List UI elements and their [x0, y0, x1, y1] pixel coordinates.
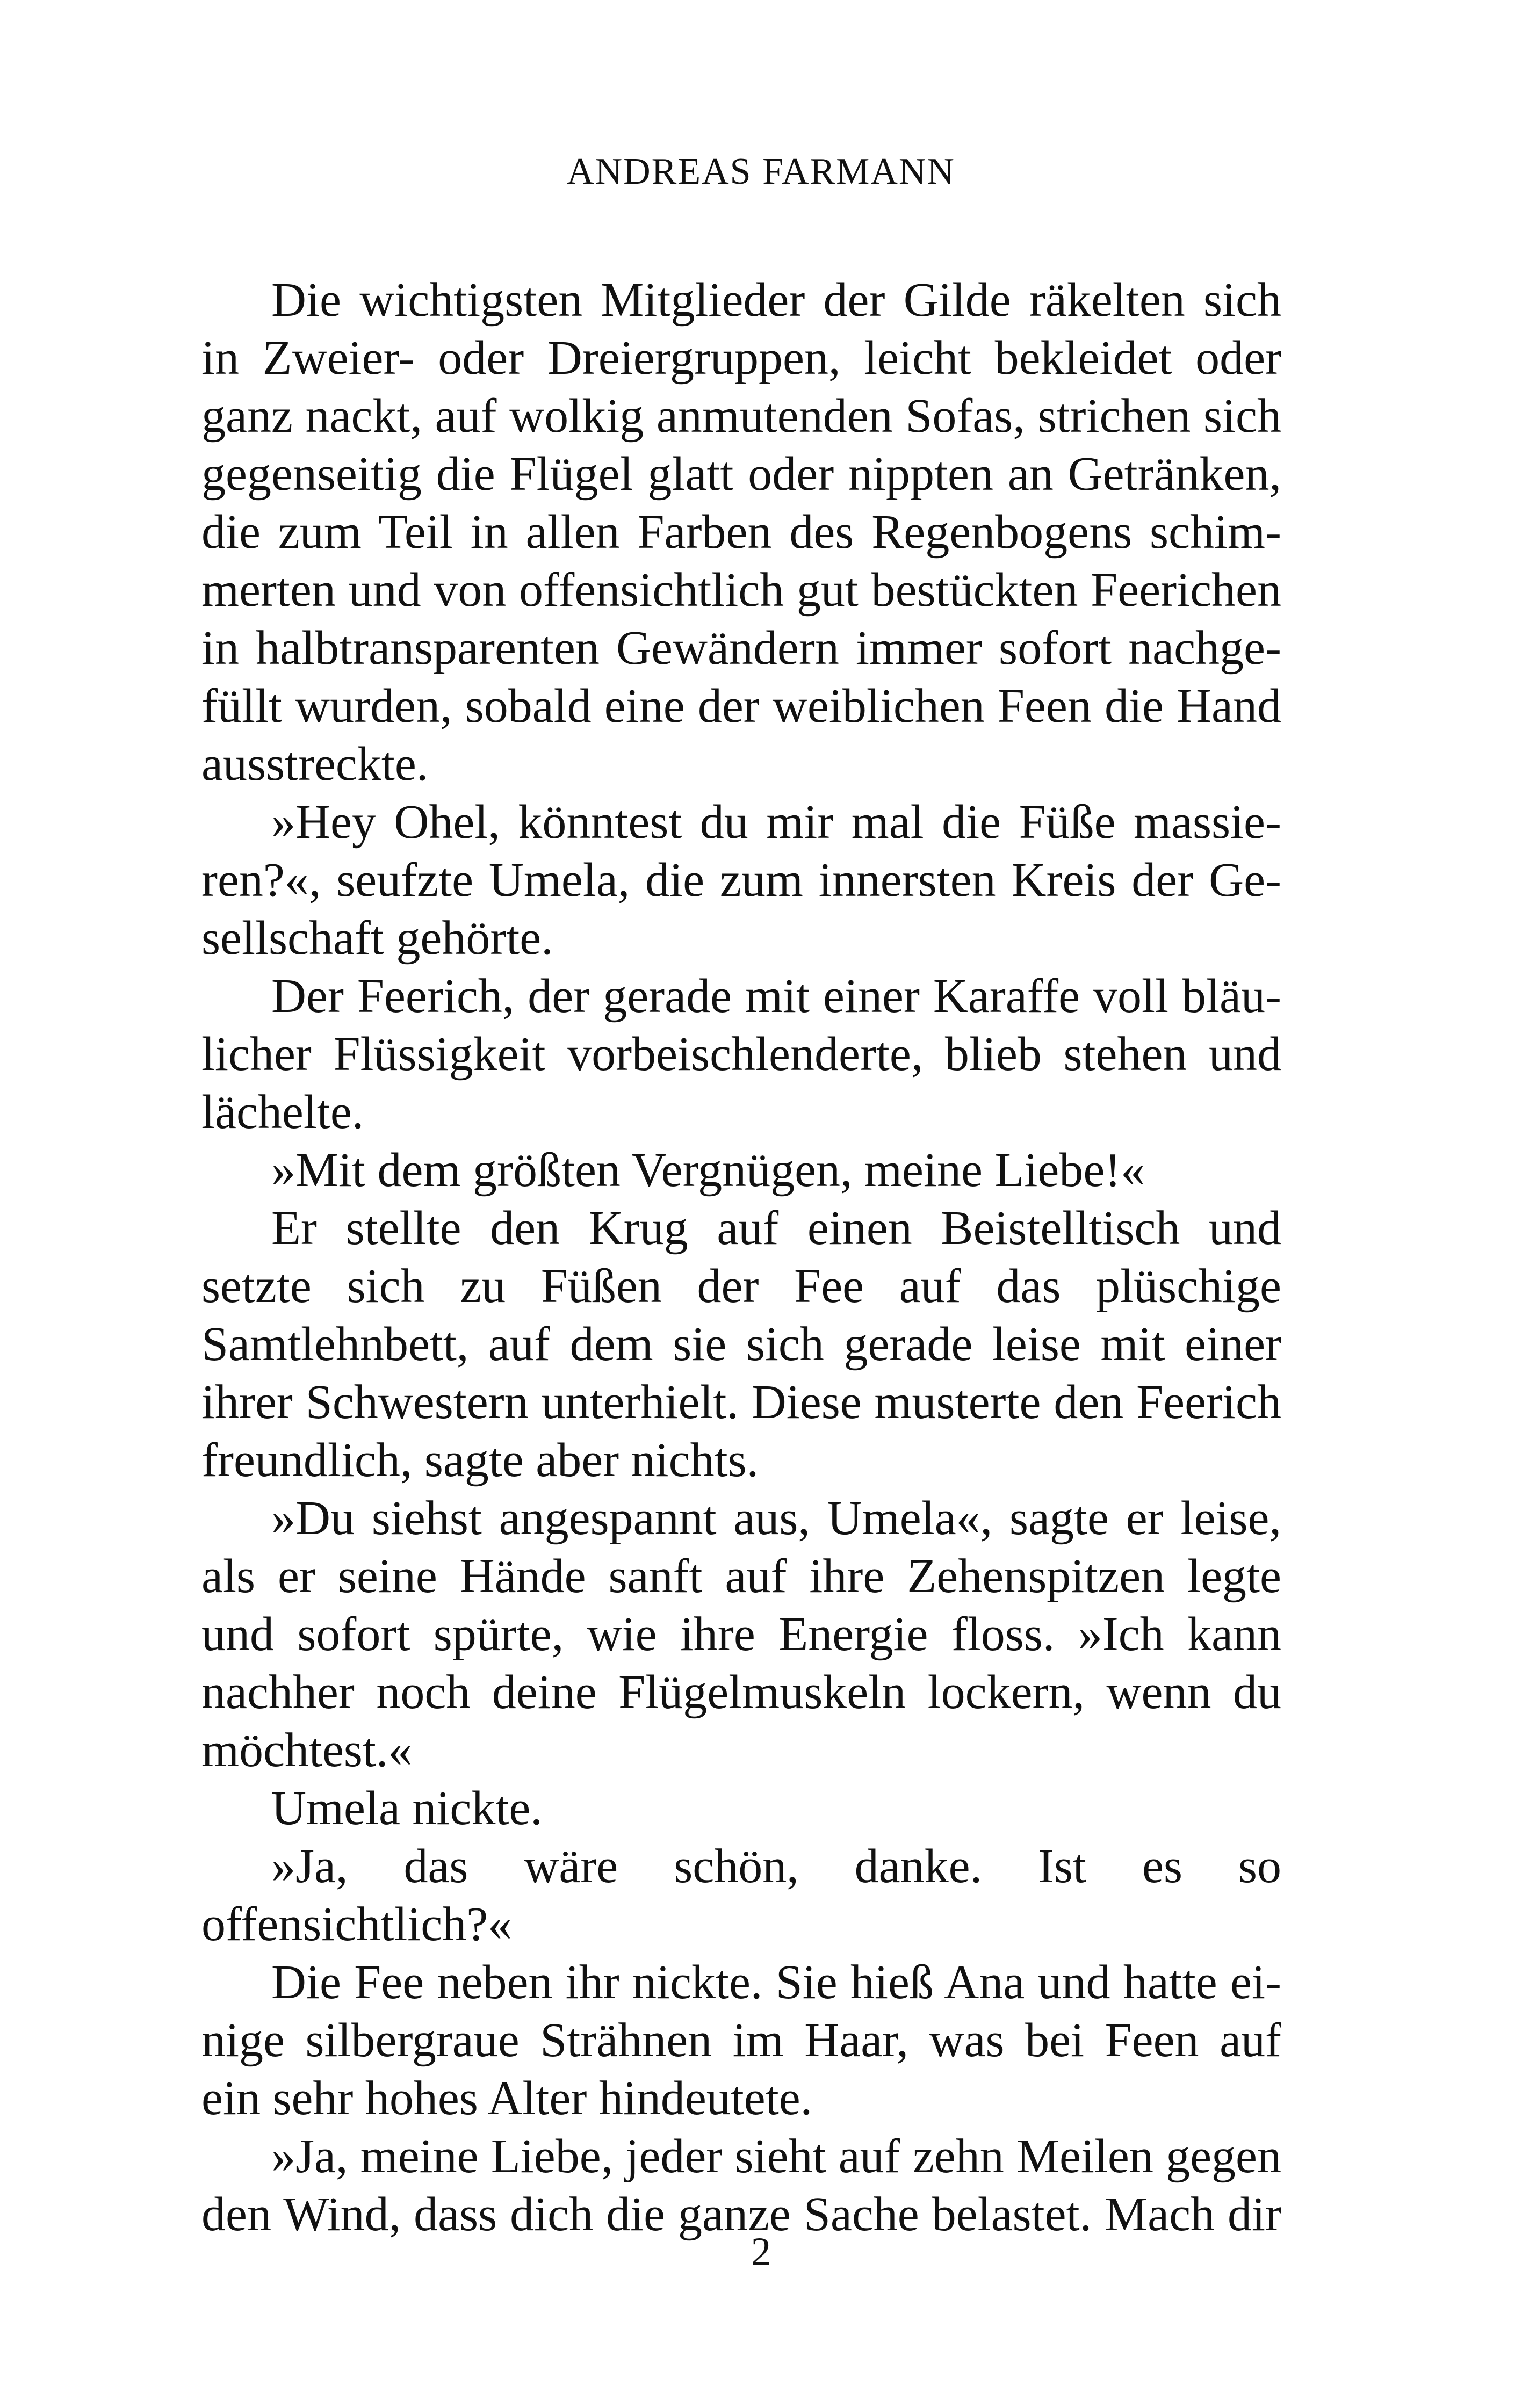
paragraph: »Ja, das wäre schön, danke. Ist es so offensichtlich?« [201, 1840, 1281, 1951]
paragraph: Die wichtigsten Mitglieder der Gilde räkelten sich in Zweier- oder Dreiergruppen, leicht bekleidet oder ganz nackt, auf wolkig anmutenden Sofas, strichen sich gegenseitig die Flügel glatt oder nippten an Getränken, die zum Teil in allen Farben des Regenbogens schimmerten und von offensichtlich gut bestückten Feerichen in halbtransparenten Gewändern immer sofort nachgefüllt wurden, sobald eine der weiblichen Feen die Hand ausstreckte. [201, 273, 1281, 791]
paragraph: Die Fee neben ihr nickte. Sie hieß Ana und hatte einige silbergraue Strähnen im Haar, was bei Feen auf ein sehr hohes Alter hindeutete. [201, 1956, 1281, 2125]
paragraph: »Mit dem größten Vergnügen, meine Liebe!« [271, 1144, 1145, 1197]
body-text [201, 271, 1281, 2244]
running-header: ANDREAS FARMANN [567, 151, 955, 192]
paragraph: Umela nickte. [271, 1782, 543, 1835]
paragraph: »Du siehst angespannt aus, Umela«, sagte er leise, als er seine Hände sanft auf ihre Zehenspitzen legte und sofort spürte, wie ihre Energie floss. »Ich kann nachher noch deine Flügelmuskeln lockern, wenn du möchtest.« [201, 1492, 1281, 1777]
page-number: 2 [751, 2230, 771, 2274]
paragraph: Er stellte den Krug auf einen Beistelltisch und setzte sich zu Füßen der Fee auf das plüschige Samtlehnbett, auf dem sie sich gerade leise mit einer ihrer Schwestern unterhielt. Diese musterte den Feerich freundlich, sagte aber nichts. [201, 1202, 1281, 1487]
paragraph: »Ja, meine Liebe, jeder sieht auf zehn Meilen gegen den Wind, dass dich die ganze Sache belastet. Mach dir [201, 2130, 1281, 2241]
paragraph: Der Feerich, der gerade mit einer Karaffe voll bläulicher Flüssigkeit vorbeischlenderte, blieb stehen und lächelte. [201, 970, 1281, 1139]
paragraph: »Hey Ohel, könntest du mir mal die Füße massieren?«, seufzte Umela, die zum innersten Kreis der Gesellschaft gehörte. [201, 796, 1281, 965]
